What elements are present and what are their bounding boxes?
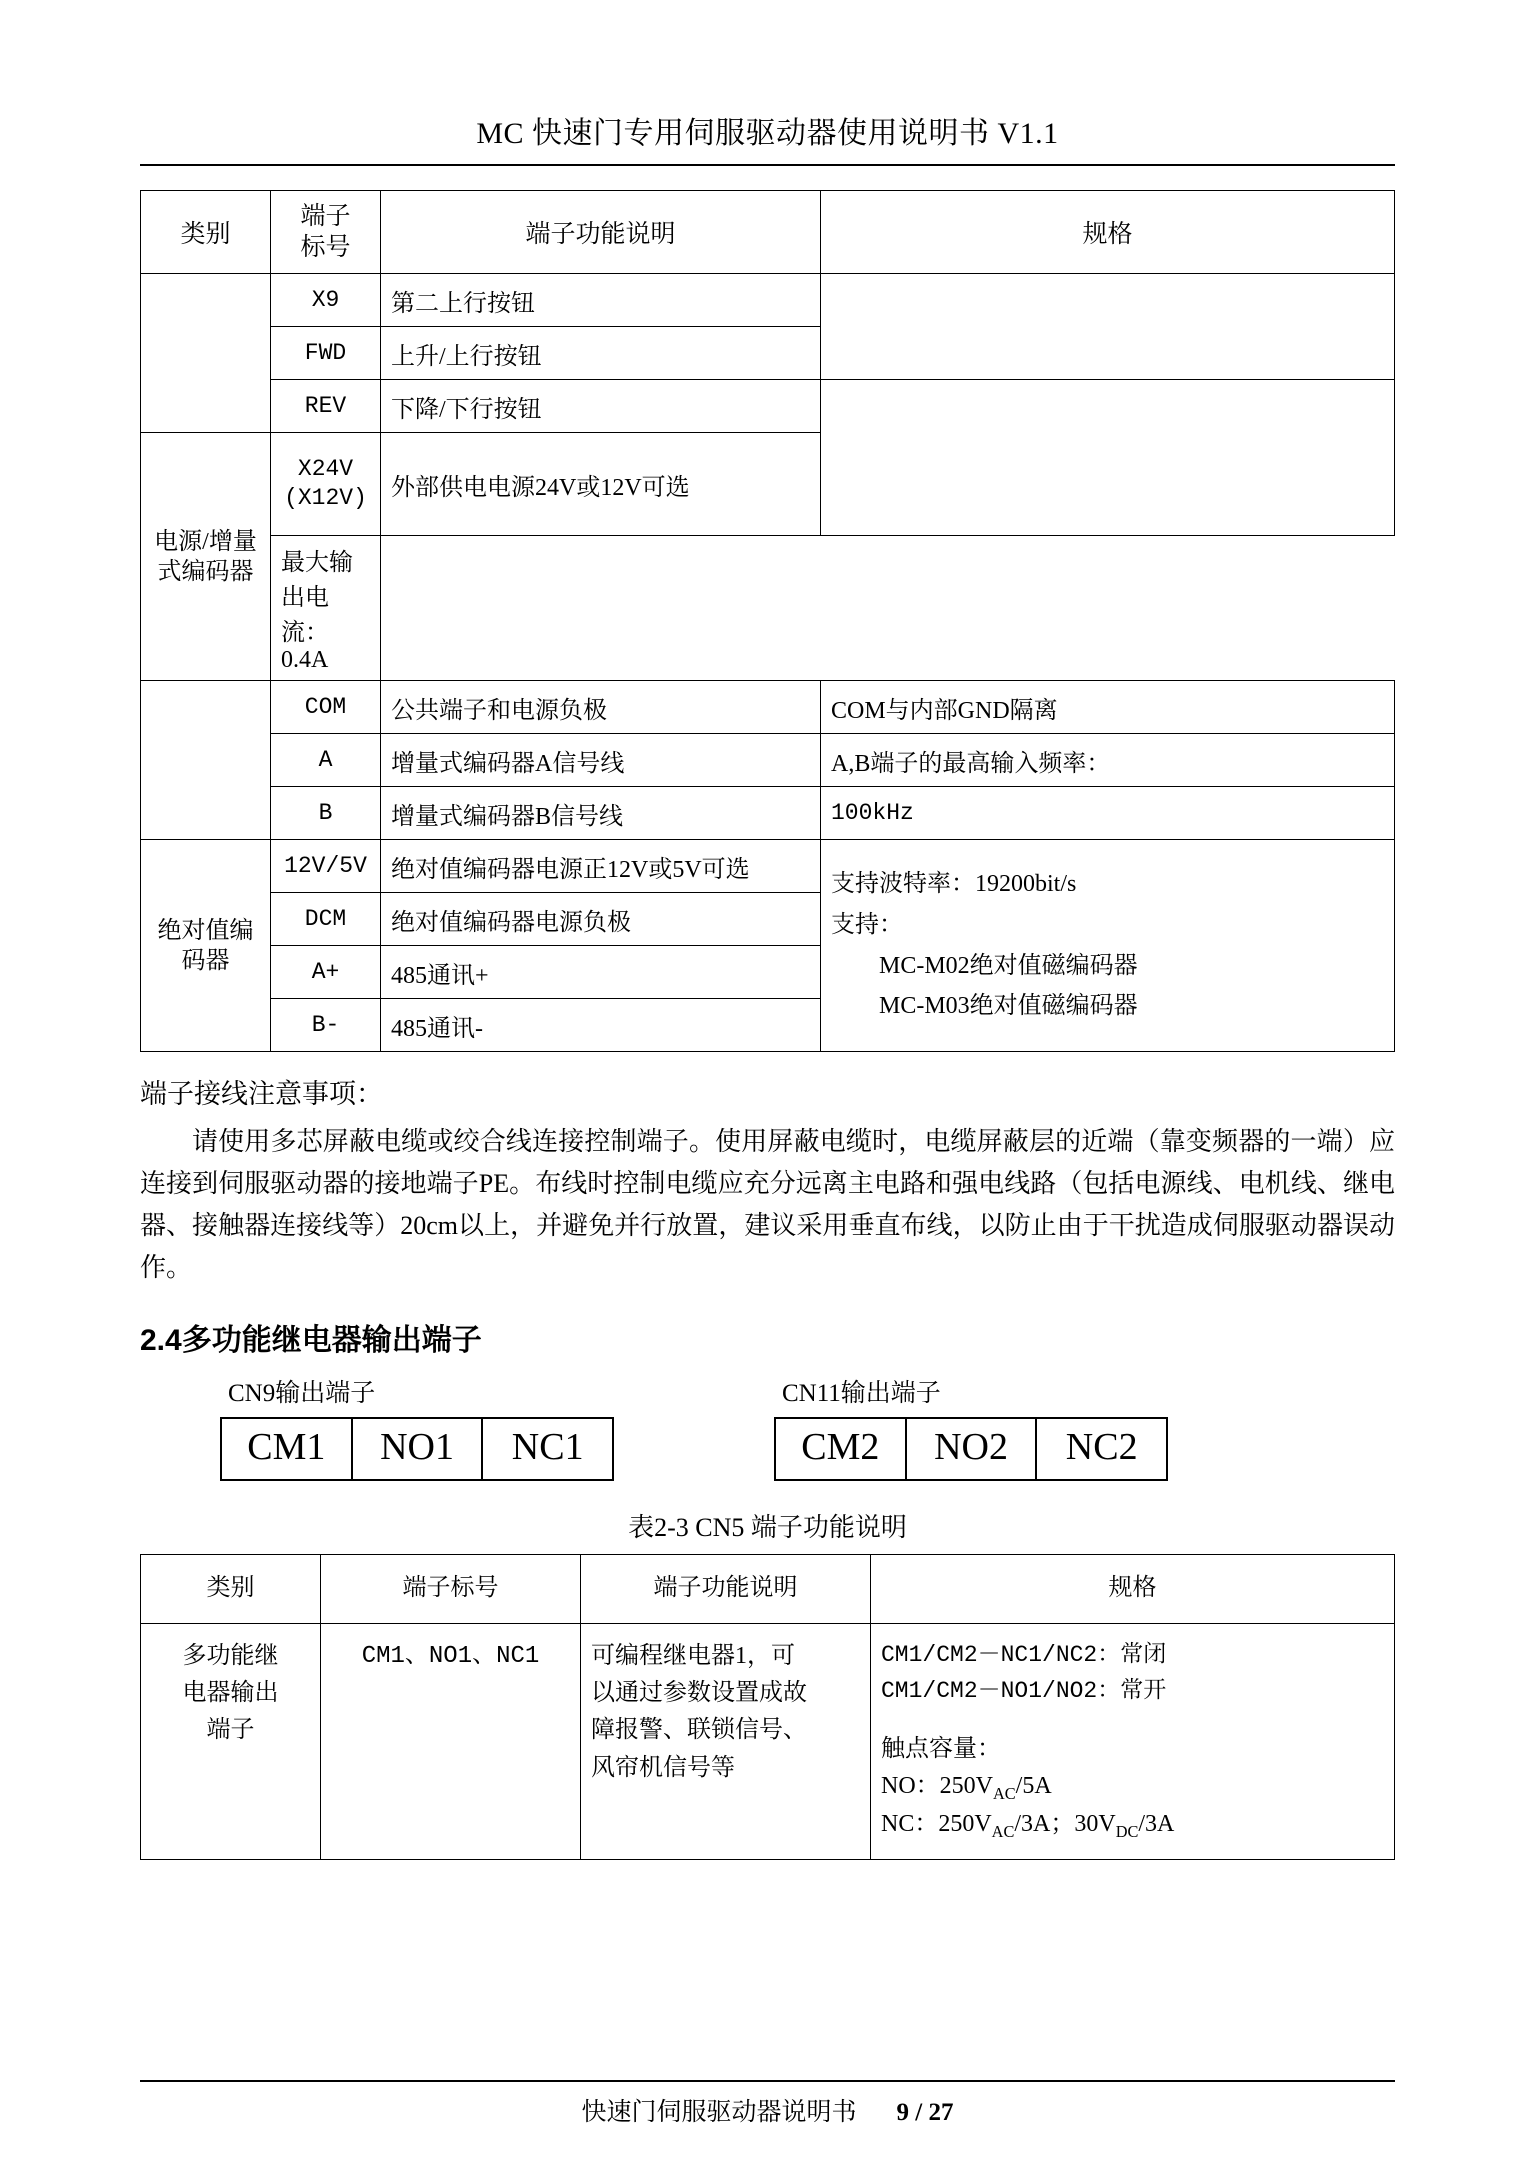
wiring-notes-paragraph: 请使用多芯屏蔽电缆或绞合线连接控制端子。使用屏蔽电缆时，电缆屏蔽层的近端（靠变频器的一端）应连接到伺服驱动器的接地端子PE。布线时控制电缆应充分远离主电路和强电线路（包括电源线、电机线、继电器、接触器连接线等）20cm以上，并避免并行放置，建议采用垂直布线，以防止由于干扰造成伺服驱动器误动作。 xyxy=(140,1126,1395,1282)
spec-line2: CM1/CM2－NO1/NO2：常开 xyxy=(881,1677,1167,1704)
cn9-block xyxy=(220,1373,614,1481)
terminal-label: COM xyxy=(271,681,381,734)
terminal-desc: 485通讯+ xyxy=(381,946,821,999)
table-row xyxy=(141,681,1395,734)
terminal-desc: 公共端子和电源负极 xyxy=(381,681,821,734)
cn9-terminal-cm1: CM1 xyxy=(222,1419,353,1479)
desc-line4: 风帘机信号等 xyxy=(591,1754,735,1781)
cn9-terminal-nc1: NC1 xyxy=(511,1425,584,1468)
terminal-label xyxy=(271,433,381,536)
terminal-label: REV xyxy=(271,380,381,433)
section-heading-2-4: 2.4多功能继电器输出端子 xyxy=(140,1323,482,1357)
terminal-desc: 绝对值编码器电源正12V或5V可选 xyxy=(381,840,821,893)
terminal-label: B- xyxy=(271,999,381,1052)
cn11-terminal-boxes xyxy=(774,1417,1168,1481)
category-line1: 绝对值编 xyxy=(157,917,254,944)
table-row xyxy=(141,787,1395,840)
relay-terminal-table xyxy=(140,1554,1395,1860)
terminal-labels: CM1、NO1、NC1 xyxy=(321,1623,581,1859)
col-header-spec: 规格 xyxy=(821,191,1395,274)
terminal-label: 12V/5V xyxy=(271,840,381,893)
desc-line3: 障报警、联锁信号、 xyxy=(591,1717,807,1744)
spec-abs-line4: MC-M03绝对值磁编码器 xyxy=(879,993,1138,1020)
terminal-desc: 上升/上行按钮 xyxy=(381,327,821,380)
page-header xyxy=(140,0,1395,152)
table-row xyxy=(141,536,1395,681)
terminal-desc: 485通讯- xyxy=(381,999,821,1052)
spec-line3: 触点容量： xyxy=(881,1736,1001,1763)
spec-relay xyxy=(871,1623,1395,1859)
spec-line5 xyxy=(881,1806,1384,1844)
table-row xyxy=(141,380,1395,433)
cn11-terminal-cm2: CM2 xyxy=(776,1419,907,1479)
terminal-desc: 下降/下行按钮 xyxy=(381,380,821,433)
spec-line5-sub1: AC xyxy=(991,1822,1015,1842)
col-header-function: 端子功能说明 xyxy=(581,1554,871,1623)
category-line2: 式编码器 xyxy=(157,558,254,585)
footer-divider xyxy=(140,2080,1395,2082)
col-header-terminal-line1: 端子 xyxy=(300,202,351,230)
spec-blank-cell xyxy=(821,380,1395,536)
category-blank-cell xyxy=(141,681,271,840)
spec-gap xyxy=(881,1709,1384,1731)
col-header-terminal-line2: 标号 xyxy=(300,234,351,261)
cn9-terminal-boxes xyxy=(220,1417,614,1481)
relay-output-diagrams xyxy=(140,1373,1395,1481)
spec-abs-line1: 支持波特率：19200bit/s xyxy=(831,870,1077,897)
footer-page-number: 9 / 27 xyxy=(896,2099,954,2126)
table-row xyxy=(141,840,1395,893)
spec-abs-line3: MC-M02绝对值磁编码器 xyxy=(879,952,1138,979)
cn9-label: CN9输出端子 xyxy=(228,1379,376,1407)
spec-line4-sub: AC xyxy=(993,1784,1016,1804)
category-absolute-encoder xyxy=(141,840,271,1052)
desc-line1: 可编程继电器1，可 xyxy=(591,1642,795,1669)
terminal-desc xyxy=(581,1623,871,1859)
cn11-terminal-no2: NO2 xyxy=(907,1419,1038,1479)
spec-line4-b: /5A xyxy=(1015,1773,1052,1800)
col-header-function: 端子功能说明 xyxy=(381,191,821,274)
category-power-encoder xyxy=(141,433,271,681)
desc-line2: 以通过参数设置成故 xyxy=(591,1680,807,1707)
page-footer xyxy=(140,2080,1395,2128)
cn11-label: CN11输出端子 xyxy=(782,1379,941,1407)
footer-text: 快速门伺服驱动器说明书 xyxy=(581,2099,857,2126)
spec-line1: CM1/CM2－NC1/NC2：常闭 xyxy=(881,1641,1167,1668)
spec-abs-line2: 支持： xyxy=(831,911,903,938)
terminal-desc: 增量式编码器A信号线 xyxy=(381,734,821,787)
terminal-label: B xyxy=(271,787,381,840)
cn11-block xyxy=(774,1373,1168,1481)
spec-line5-a: NC：250V xyxy=(881,1811,992,1838)
header-divider xyxy=(140,164,1395,166)
category-line1: 电源/增量 xyxy=(154,528,257,555)
wiring-notes-title: 端子接线注意事项： xyxy=(140,1079,383,1109)
table-header-row xyxy=(141,1554,1395,1623)
terminal-label: DCM xyxy=(271,893,381,946)
spec-freq-line1: A,B端子的最高输入频率： xyxy=(821,734,1395,787)
col-header-terminal: 端子标号 xyxy=(321,1554,581,1623)
col-header-category: 类别 xyxy=(141,191,271,274)
terminal-function-table xyxy=(140,190,1395,1052)
terminal-desc: 第二上行按钮 xyxy=(381,274,821,327)
category-blank-cell xyxy=(141,274,271,433)
spec-max-current: 最大输出电流：0.4A xyxy=(271,536,381,681)
category-relay-output xyxy=(141,1623,321,1859)
terminal-label: A+ xyxy=(271,946,381,999)
spec-line5-b: /3A；30V xyxy=(1014,1811,1116,1838)
table-row xyxy=(141,1623,1395,1859)
terminal-label: A xyxy=(271,734,381,787)
spec-line4-a: NO：250V xyxy=(881,1773,993,1800)
col-header-terminal xyxy=(271,191,381,274)
category-line2: 电器输出 xyxy=(182,1680,279,1707)
table-header-row xyxy=(141,191,1395,274)
header-title: MC 快速门专用伺服驱动器使用说明书 V1.1 xyxy=(476,117,1059,150)
spec-com: COM与内部GND隔离 xyxy=(821,681,1395,734)
spec-line4 xyxy=(881,1768,1384,1806)
cn11-terminal-nc2: NC2 xyxy=(1065,1425,1138,1468)
spec-freq-line2: 100kHz xyxy=(821,787,1395,840)
terminal-label: X9 xyxy=(271,274,381,327)
table-2-3-caption: 表2-3 CN5 端子功能说明 xyxy=(628,1512,907,1542)
footer-content xyxy=(140,2092,1395,2128)
terminal-desc: 外部供电电源24V或12V可选 xyxy=(381,433,821,536)
terminal-desc: 绝对值编码器电源负极 xyxy=(381,893,821,946)
spec-blank-cell xyxy=(821,274,1395,380)
category-line3: 端子 xyxy=(206,1717,255,1744)
spec-line5-c: /3A xyxy=(1138,1811,1175,1838)
col-header-category: 类别 xyxy=(141,1554,321,1623)
terminal-label-line1: X24V xyxy=(297,456,354,483)
terminal-desc: 增量式编码器B信号线 xyxy=(381,787,821,840)
terminal-label: FWD xyxy=(271,327,381,380)
cn9-terminal-no1: NO1 xyxy=(353,1419,484,1479)
spec-line5-sub2: DC xyxy=(1115,1822,1139,1842)
category-line2: 码器 xyxy=(181,947,230,974)
col-header-spec: 规格 xyxy=(871,1554,1395,1623)
table-row xyxy=(141,734,1395,787)
terminal-label-line2: (X12V) xyxy=(284,485,367,511)
category-line1: 多功能继 xyxy=(182,1642,279,1669)
spec-absolute-encoder xyxy=(821,840,1395,1052)
table-row xyxy=(141,274,1395,327)
